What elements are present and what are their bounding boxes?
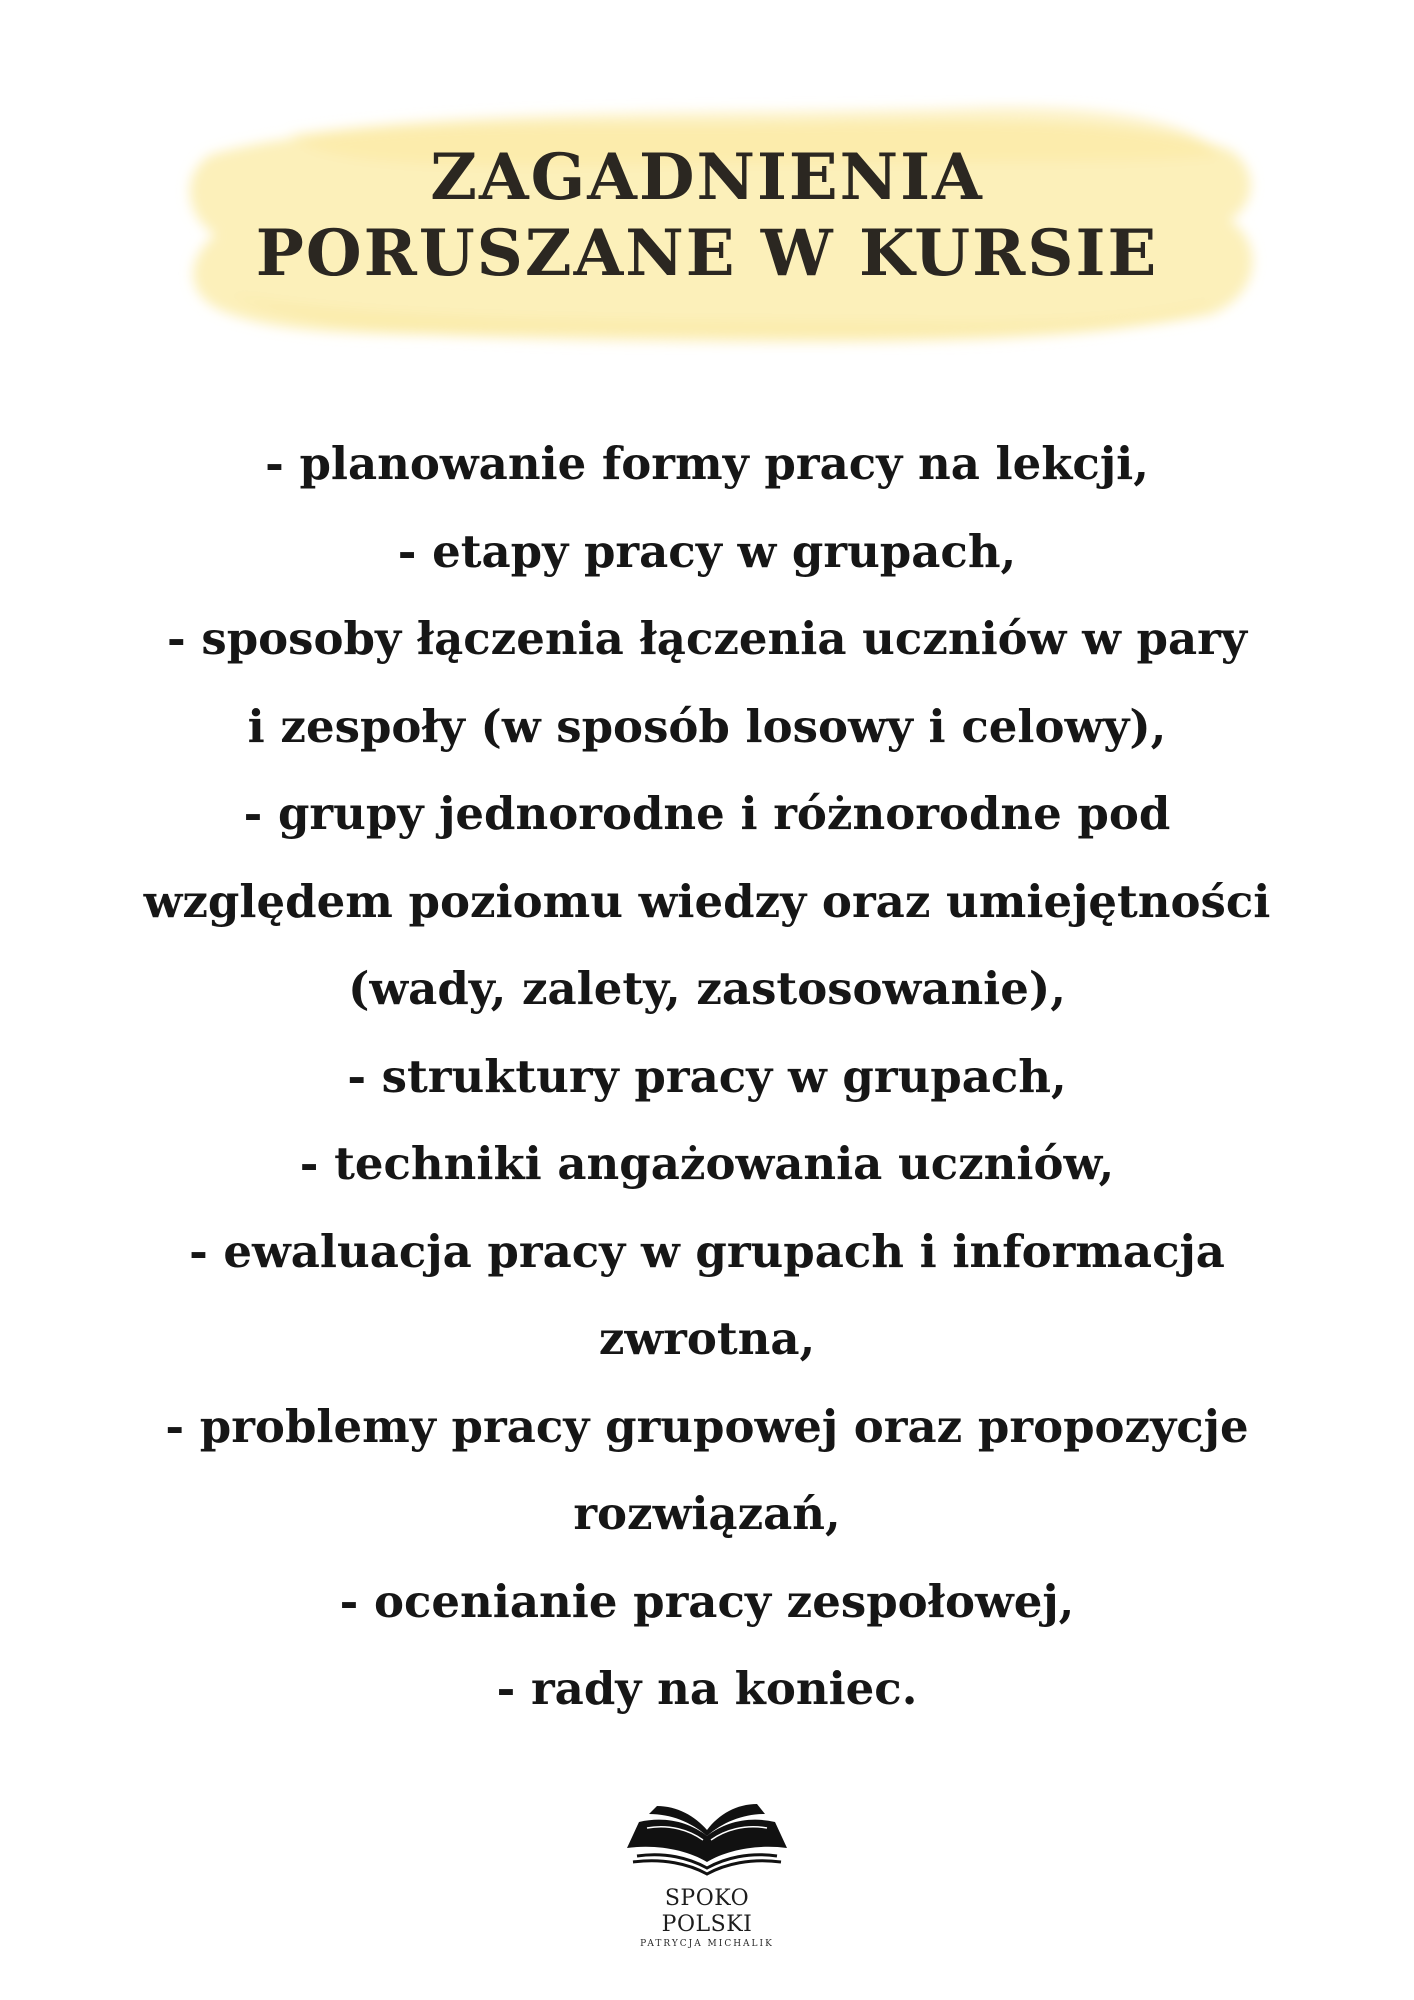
topic-line: - ocenianie pracy zespołowej, [339, 1574, 1075, 1628]
topic-line: - struktury pracy w grupach, [347, 1049, 1067, 1103]
topic-line: - problemy pracy grupowej oraz propozycje [165, 1399, 1249, 1453]
topic-line: (wady, zalety, zastosowanie), [348, 962, 1066, 1015]
page-title [0, 140, 1414, 292]
topic-line: - grupy jednorodne i różnorodne pod [243, 787, 1171, 840]
topic-line: - techniki angażowania uczniów, [299, 1137, 1115, 1190]
topic-line: i zespoły (w sposób losowy i celowy), [247, 699, 1167, 753]
topic-line: zwrotna, [598, 1312, 816, 1365]
topic-line: - ewaluacja pracy w grupach i informacja [189, 1224, 1225, 1278]
topic-line: - sposoby łączenia łączenia uczniów w pary [167, 612, 1247, 665]
topic-line: rozwiązań, [573, 1487, 841, 1540]
topic-line: względem poziomu wiedzy oraz umiejętności [143, 874, 1271, 928]
topic-line: - etapy pracy w grupach, [397, 524, 1017, 578]
topics-list [0, 420, 1414, 1733]
open-book-icon [617, 1800, 797, 1880]
title-line-2: PORUSZANE W KURSIE [255, 216, 1159, 291]
brand-logo [617, 1800, 797, 1949]
topic-line: - planowanie formy pracy na lekcji, [265, 437, 1149, 490]
topic-line: - rady na koniec. [496, 1662, 918, 1715]
author-name: PATRYCJA MICHALIK [640, 1939, 774, 1949]
title-line-1: ZAGADNIENIA [430, 140, 984, 215]
brand-name: SPOKO POLSKI [661, 1886, 753, 1937]
